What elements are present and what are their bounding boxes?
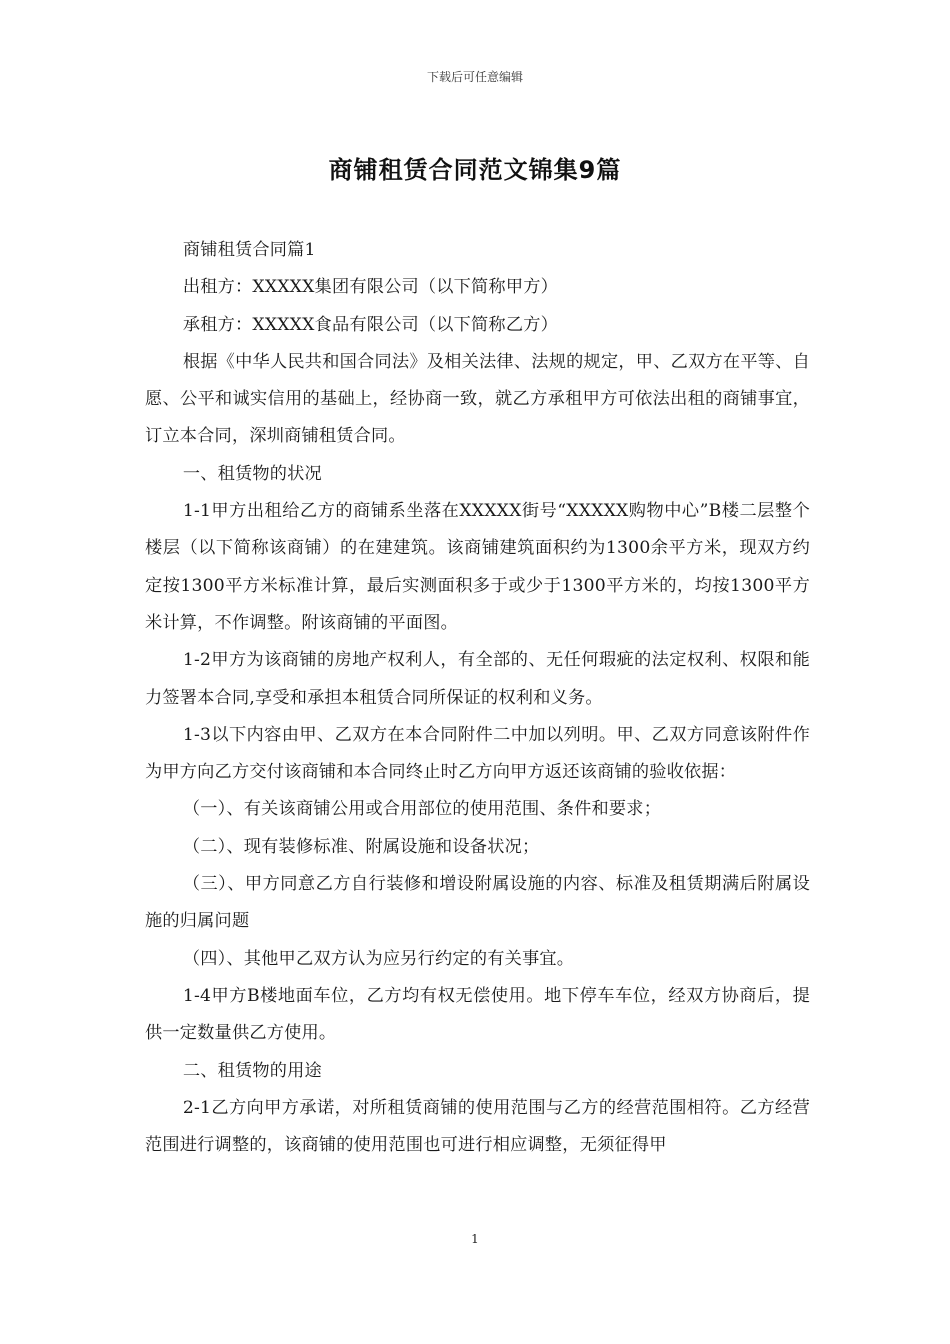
- clause-paragraph: 2-1乙方向甲方承诺，对所租赁商铺的使用范围与乙方的经营范围相符。乙方经营范围进行调整的，该商铺的使用范围也可进行相应调整，无须征得甲: [145, 1097, 810, 1156]
- clause-paragraph: 1-4甲方B楼地面车位，乙方均有权无偿使用。地下停车车位，经双方协商后，提供一定数量供乙方使用。: [145, 985, 810, 1044]
- chapter-heading: 二、租赁物的用途: [182, 1060, 322, 1081]
- list-item: （二）、现有装修标准、附属设施和设备状况；: [182, 836, 540, 857]
- list-item: （一）、有关该商铺公用或合用部位的使用范围、条件和要求；: [182, 799, 662, 820]
- list-item: （四）、其他甲乙双方认为应另行约定的有关事宜。: [182, 948, 575, 969]
- preamble-paragraph: 根据《中华人民共和国合同法》及相关法律、法规的规定，甲、乙双方在平等、自愿、公平和诚实信用的基础上，经协商一致，就乙方承租甲方可依法出租的商铺事宜，订立本合同，深圳商铺租赁合同。: [145, 351, 810, 447]
- clause-paragraph: 1-1甲方出租给乙方的商铺系坐落在XXXXX街号“XXXXX购物中心”B楼二层整个楼层（以下简称该商铺）的在建建筑。该商铺建筑面积约为1300余平方米，现双方约定按1300平方米标准计算，最后实测面积多于或少于1300平方米的，均按1300平方米计算，不作调整。附该商铺的平面图。: [145, 501, 810, 633]
- page-number: 1: [471, 1232, 479, 1246]
- document-body: [145, 232, 810, 1164]
- section-heading: 商铺租赁合同篇1: [182, 240, 316, 260]
- lessor-line: 出租方：XXXXX集团有限公司（以下简称甲方）: [182, 277, 558, 298]
- lessee-line: 承租方：XXXXX食品有限公司（以下简称乙方）: [182, 314, 558, 335]
- clause-paragraph: 1-2甲方为该商铺的房地产权利人，有全部的、无任何瑕疵的法定权利、权限和能力签署本合同,享受和承担本租赁合同所保证的权利和义务。: [145, 650, 810, 708]
- header-note: 下载后可任意编辑: [426, 70, 523, 84]
- document-title: 商铺租赁合同范文锦集9篇: [328, 156, 622, 184]
- chapter-heading: 一、租赁物的状况: [182, 463, 322, 484]
- clause-paragraph: 1-3以下内容由甲、乙双方在本合同附件二中加以列明。甲、乙双方同意该附件作为甲方向乙方交付该商铺和本合同终止时乙方向甲方返还该商铺的验收依据：: [145, 724, 810, 783]
- list-item: （三）、甲方同意乙方自行装修和增设附属设施的内容、标准及租赁期满后附属设施的归属问题: [145, 874, 810, 932]
